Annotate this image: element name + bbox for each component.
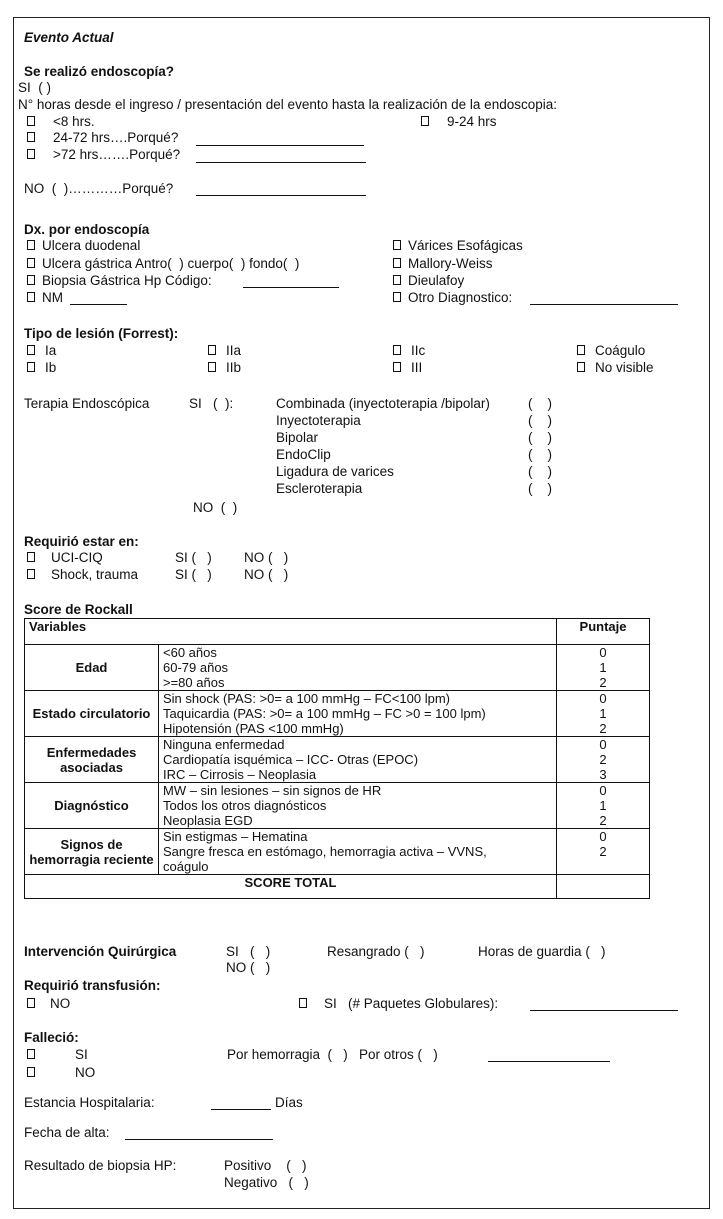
checkbox-ia[interactable]: [27, 345, 35, 355]
checkbox-transfusion-no[interactable]: [27, 998, 35, 1008]
variable-items: <60 años 60-79 años >=80 años: [159, 645, 557, 691]
forrest-title: Tipo de lesión (Forrest):: [24, 326, 179, 341]
checkbox-dieulafoy[interactable]: [393, 275, 401, 285]
table-row: [25, 737, 650, 783]
estancia-unit: Días: [275, 1095, 303, 1110]
table-row: [25, 691, 650, 737]
forrest-iia: IIa: [226, 343, 242, 358]
checkbox-ulcera-gastrica[interactable]: [27, 258, 35, 268]
terapia-si[interactable]: SI ( ):: [189, 396, 234, 411]
estancia-label: Estancia Hospitalaria:: [24, 1095, 155, 1110]
dx-mallory: Mallory-Weiss: [408, 256, 493, 271]
checkbox-24-72[interactable]: [27, 132, 35, 142]
dx-otro: Otro Diagnostico:: [408, 290, 513, 305]
variable-name: Signos de hemorragia reciente: [25, 829, 159, 875]
fallecio-si: SI: [75, 1047, 88, 1062]
checkbox-coagulo[interactable]: [577, 345, 585, 355]
biopsia-hp-label: Resultado de biopsia HP:: [24, 1158, 177, 1173]
intervencion-si[interactable]: SI ( ): [226, 944, 271, 959]
fallecio-causa[interactable]: Por hemorragia ( ) Por otros ( ): [227, 1047, 438, 1062]
transfusion-title: Requirió transfusión:: [24, 978, 161, 993]
variable-items: Sin shock (PAS: >0= a 100 mmHg – FC<100 lpm) Taquicardia (PAS: >0= a 100 mmHg – FC >0 = 100 lpm) Hipotensión (PAS <100 mmHg): [159, 691, 557, 737]
checkbox-otro[interactable]: [393, 292, 401, 302]
checkbox-ib[interactable]: [27, 362, 35, 372]
dx-title: Dx. por endoscopía: [24, 222, 150, 237]
shock-no[interactable]: NO ( ): [244, 567, 289, 582]
checkbox-9-24[interactable]: [421, 116, 429, 126]
terapia-check[interactable]: ( ): [528, 396, 552, 411]
fallecio-title: Falleció:: [24, 1030, 79, 1045]
scores: 0 2 3: [557, 737, 650, 783]
table-row: [25, 645, 650, 691]
otros-line[interactable]: [488, 1061, 610, 1062]
resangrado[interactable]: Resangrado ( ): [327, 944, 425, 959]
option-lt8: <8 hrs.: [53, 114, 95, 129]
scores: 0 1 2: [557, 645, 650, 691]
nm-line[interactable]: [70, 304, 127, 305]
checkbox-gt72[interactable]: [27, 149, 35, 159]
terapia-option: Inyectoterapia: [276, 413, 361, 428]
table-row: [25, 829, 650, 875]
endoscopy-no[interactable]: NO ( )…………Porqué?: [24, 181, 174, 196]
paquetes-line[interactable]: [530, 1010, 678, 1011]
forrest-iii: III: [411, 360, 423, 375]
score-total-value[interactable]: [557, 875, 650, 899]
rockall-table: [24, 618, 650, 899]
checkbox-iia[interactable]: [208, 345, 216, 355]
biopsia-negativo[interactable]: Negativo ( ): [224, 1175, 309, 1190]
terapia-check[interactable]: ( ): [528, 413, 552, 428]
variable-items: MW – sin lesiones – sin signos de HR Todos los otros diagnósticos Neoplasia EGD: [159, 783, 557, 829]
terapia-option: Escleroterapia: [276, 481, 363, 496]
terapia-option: Ligadura de varices: [276, 464, 394, 479]
checkbox-biopsia[interactable]: [27, 275, 35, 285]
checkbox-no-visible[interactable]: [577, 362, 585, 372]
variable-name: Edad: [25, 645, 159, 691]
dx-ulcera-duodenal: Ulcera duodenal: [42, 238, 141, 253]
horas-guardia[interactable]: Horas de guardia ( ): [478, 944, 606, 959]
section-title: Evento Actual: [24, 30, 114, 45]
dx-varices: Várices Esofágicas: [408, 238, 523, 253]
terapia-check[interactable]: ( ): [528, 481, 552, 496]
checkbox-iic[interactable]: [393, 345, 401, 355]
forrest-ia: Ia: [45, 343, 57, 358]
endoscopy-question: Se realizó endoscopía?: [24, 64, 175, 79]
checkbox-uci[interactable]: [27, 552, 35, 562]
variable-items: Ninguna enfermedad Cardiopatía isquémica – ICC- Otras (EPOC) IRC – Cirrosis – Neoplasia: [159, 737, 557, 783]
variable-name: Diagnóstico: [25, 783, 159, 829]
score-total-label: SCORE TOTAL: [25, 875, 557, 899]
requirio-uci: UCI-CIQ: [51, 550, 103, 565]
porque-line-no[interactable]: [196, 195, 366, 196]
transfusion-si: SI (# Paquetes Globulares):: [324, 996, 499, 1011]
intervencion-no[interactable]: NO ( ): [226, 960, 271, 975]
porque-line-24-72[interactable]: [196, 145, 364, 146]
checkbox-fallecio-si[interactable]: [27, 1049, 35, 1059]
estancia-line[interactable]: [211, 1109, 271, 1110]
option-gt72: >72 hrs…….Porqué?: [53, 147, 181, 162]
checkbox-ulcera-duodenal[interactable]: [27, 240, 35, 250]
checkbox-mallory[interactable]: [393, 258, 401, 268]
requirio-title: Requirió estar en:: [24, 534, 139, 549]
terapia-option: Bipolar: [276, 430, 319, 445]
checkbox-iii[interactable]: [393, 362, 401, 372]
dx-nm: NM: [42, 290, 63, 305]
terapia-check[interactable]: ( ): [528, 464, 552, 479]
checkbox-transfusion-si[interactable]: [299, 998, 307, 1008]
variable-items: Sin estigmas – Hematina Sangre fresca en estómago, hemorragia activa – VVNS, coágulo: [159, 829, 557, 875]
dx-ulcera-gastrica: Ulcera gástrica Antro( ) cuerpo( ) fondo( ): [42, 256, 300, 271]
terapia-check[interactable]: ( ): [528, 430, 552, 445]
hours-label: N° horas desde el ingreso / presentación del evento hasta la realización de la endoscopia:: [18, 97, 557, 112]
uci-si[interactable]: SI ( ): [175, 550, 212, 565]
total-row: [25, 875, 650, 899]
table-header-row: [25, 619, 650, 645]
scores: 0 1 2: [557, 783, 650, 829]
checkbox-varices[interactable]: [393, 240, 401, 250]
checkbox-lt8[interactable]: [27, 116, 35, 126]
biopsia-code-line[interactable]: [243, 287, 339, 288]
terapia-option: Combinada (inyectoterapia /bipolar): [276, 396, 490, 411]
endoscopy-si[interactable]: SI ( ): [18, 80, 51, 95]
requirio-shock: Shock, trauma: [51, 567, 139, 582]
variable-name: Enfermedades asociadas: [25, 737, 159, 783]
forrest-no-visible: No visible: [595, 360, 654, 375]
option-9-24: 9-24 hrs: [447, 114, 497, 129]
terapia-option: EndoClip: [276, 447, 331, 462]
terapia-no[interactable]: NO ( ): [193, 500, 238, 515]
scores: 0 1 2: [557, 691, 650, 737]
shock-si[interactable]: SI ( ): [175, 567, 212, 582]
dx-dieulafoy: Dieulafoy: [408, 273, 465, 288]
dx-biopsia: Biopsia Gástrica Hp Código:: [42, 273, 212, 288]
header-puntaje: Puntaje: [557, 619, 650, 645]
rockall-title: Score de Rockall: [24, 602, 133, 617]
checkbox-iib[interactable]: [208, 362, 216, 372]
table-row: [25, 783, 650, 829]
otro-dx-line[interactable]: [530, 304, 678, 305]
terapia-check[interactable]: ( ): [528, 447, 552, 462]
checkbox-shock[interactable]: [27, 569, 35, 579]
uci-no[interactable]: NO ( ): [244, 550, 289, 565]
alta-label: Fecha de alta:: [24, 1125, 110, 1140]
biopsia-positivo[interactable]: Positivo ( ): [224, 1158, 307, 1173]
terapia-label: Terapia Endoscópica: [24, 396, 150, 411]
alta-line[interactable]: [125, 1139, 273, 1140]
forrest-ib: Ib: [45, 360, 57, 375]
forrest-iic: IIc: [411, 343, 426, 358]
forrest-coagulo: Coágulo: [595, 343, 646, 358]
checkbox-fallecio-no[interactable]: [27, 1067, 35, 1077]
intervencion-label: Intervención Quirúrgica: [24, 944, 177, 959]
option-24-72: 24-72 hrs….Porqué?: [53, 130, 179, 145]
variable-name: Estado circulatorio: [25, 691, 159, 737]
scores: 0 2: [557, 829, 650, 875]
transfusion-no: NO: [50, 996, 71, 1011]
forrest-iib: IIb: [226, 360, 242, 375]
header-variables: Variables: [25, 619, 557, 645]
checkbox-nm[interactable]: [27, 292, 35, 302]
fallecio-no: NO: [75, 1065, 96, 1080]
porque-line-gt72[interactable]: [196, 162, 366, 163]
